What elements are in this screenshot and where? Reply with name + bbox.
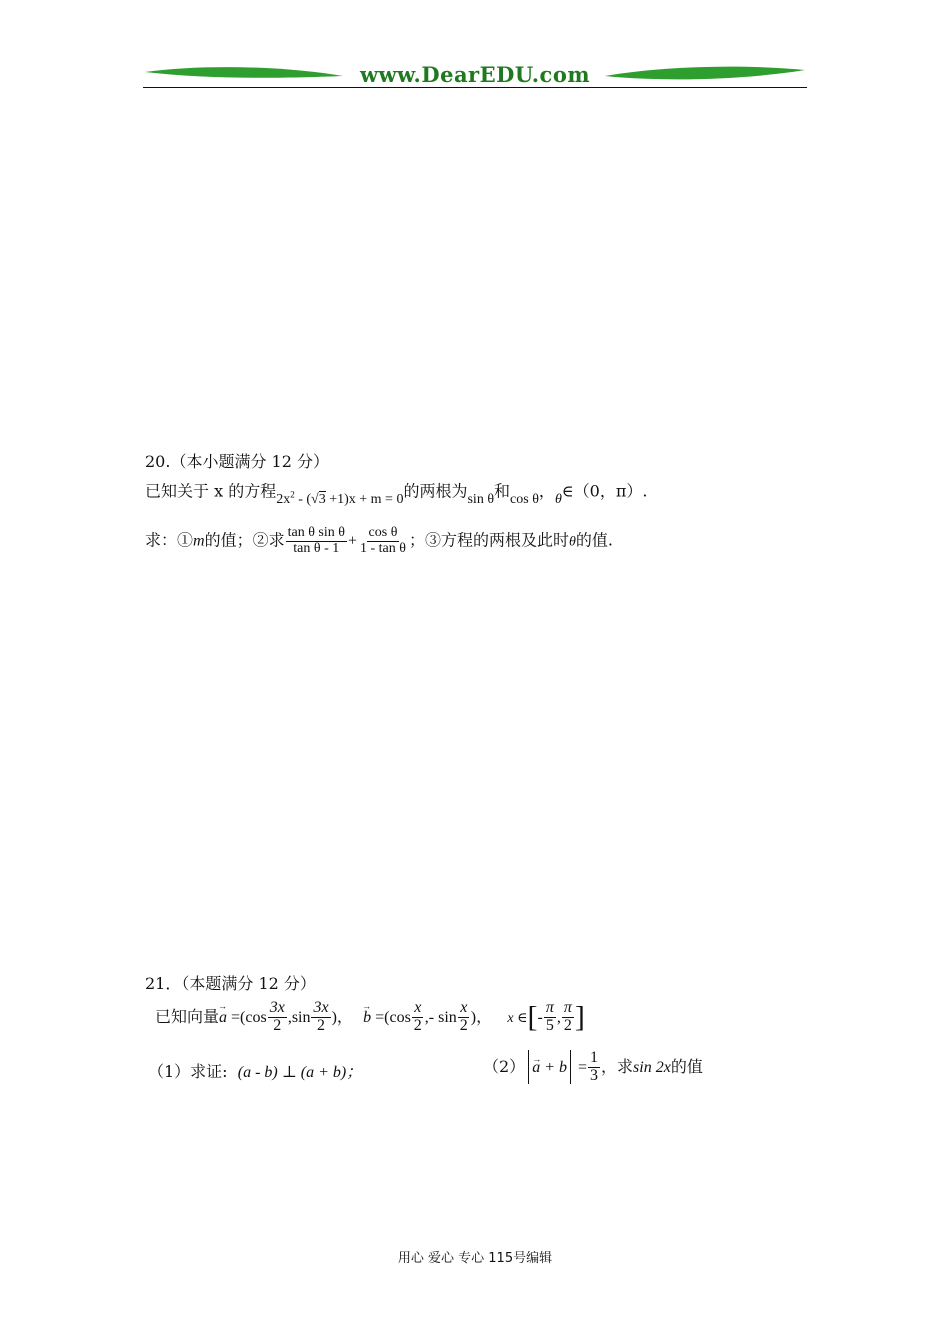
q20-sin-theta: sin θ bbox=[467, 491, 495, 507]
q21-frac-3x-2-b: $\frac{3x}{2}$ bbox=[313, 999, 329, 1034]
q20-m-var: m bbox=[193, 532, 205, 550]
interval-right-bracket: ] bbox=[574, 1000, 585, 1034]
q21-perp-expression: (a - b) ⊥ (a + b)； bbox=[237, 1064, 363, 1081]
vector-b: → b bbox=[363, 1008, 371, 1028]
q21-line1: 已知向量→ a =(cos $\frac{3x}{2}$ ,sin $\frac{3x}{2}$ )， → b =(cos $\frac{x}{2}$ ,- sin $\frac{x}{2}$ )， x ∈[- $\frac{\pi}{5}$ , $\frac{\pi}{2}$ ] bbox=[155, 1000, 585, 1035]
q20-equation: $2x^2 - (√3 +1)x + m = 0$ bbox=[276, 489, 404, 507]
q21-part1: （1）求证: (a - b) ⊥ (a + b)； bbox=[148, 1062, 363, 1081]
q21-frac-x-2-a: $\frac{x}{2}$ bbox=[413, 999, 422, 1034]
q21-x-in: x ∈ bbox=[507, 1010, 528, 1026]
q20-line2: 求：①m的值；②求 $\frac{\text{tan θ sin θ}}{\text{tan θ - 1}}$ + $\frac{\text{cos θ}}{\text{1 - tan θ}}$ ；③方程的两根及此时θ的值. bbox=[145, 525, 613, 556]
q21-frac-pi-2: $\frac{\pi}{2}$ bbox=[563, 999, 572, 1034]
q20-cos-theta: cos θ bbox=[510, 491, 539, 507]
q20-line1-prefix: 已知关于 x 的方程 bbox=[145, 481, 277, 501]
q20-line1: 已知关于 x 的方程$2x^2 - (√3 +1)x + m = 0$的两根为sin θ和cos θ，θ∈（0，π）. bbox=[145, 481, 648, 507]
header-divider bbox=[143, 87, 807, 88]
q21-frac-pi-5: $\frac{\pi}{5}$ bbox=[545, 999, 554, 1034]
q20-fraction-2: $\frac{\text{cos θ}}{\text{1 - tan θ}}$ bbox=[359, 525, 406, 556]
vector-a: → a bbox=[219, 1008, 227, 1028]
q21-frac-3x-2-a: $\frac{3x}{2}$ bbox=[269, 999, 285, 1034]
interval-left-bracket: [ bbox=[527, 1000, 538, 1034]
q21-frac-1-3: $\frac{1}{3}$ bbox=[590, 1049, 599, 1084]
q20-heading: 20.（本小题满分 12 分） bbox=[145, 452, 329, 471]
q20-theta: θ bbox=[554, 491, 562, 507]
q21-frac-x-2-b: $\frac{x}{2}$ bbox=[459, 999, 468, 1034]
q21-sin2x: sin 2x bbox=[633, 1058, 671, 1076]
abs-bar-left bbox=[528, 1050, 529, 1084]
abs-bar-right bbox=[570, 1050, 571, 1084]
q21-abs-sum: → a + b bbox=[532, 1059, 567, 1076]
q20-and: 和 bbox=[494, 481, 511, 501]
q20-domain: ∈（0，π）. bbox=[561, 481, 648, 501]
page-footer: 用心 爱心 专心 115号编辑 bbox=[397, 1251, 553, 1266]
q21-heading: 21．（本题满分 12 分） bbox=[145, 974, 316, 993]
q21-part2: （2）→ a + b = $\frac{1}{3}$ ，求sin 2x的值 bbox=[483, 1050, 703, 1085]
q20-line1-mid: 的两根为 bbox=[403, 481, 468, 501]
site-logo-text: www.DearEDU.com bbox=[359, 62, 591, 87]
q20-fraction-1: $\frac{\text{tan θ sin θ}}{\text{tan θ - 1}}$ bbox=[287, 525, 345, 556]
